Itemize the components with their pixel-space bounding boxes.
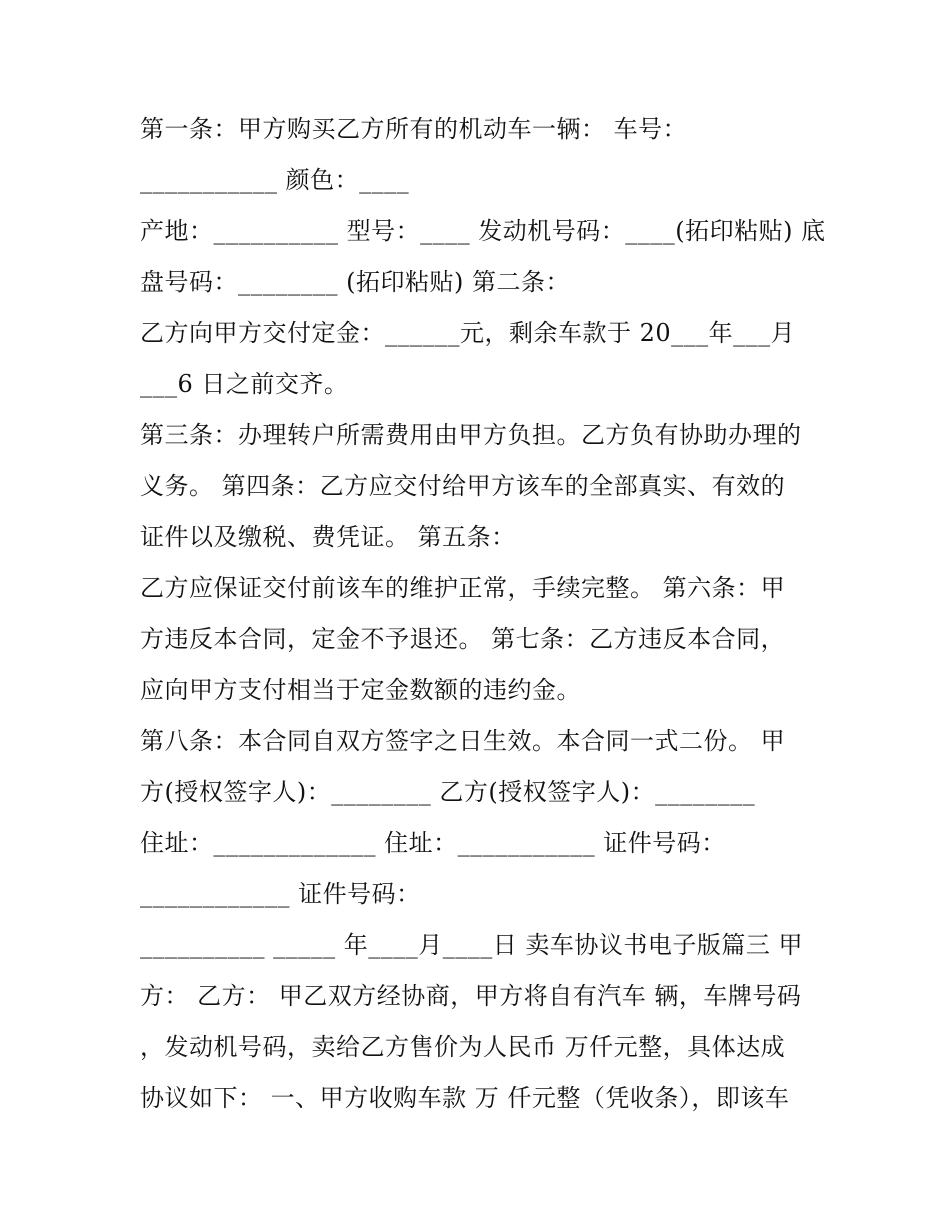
text-line-18: 方： 乙方： 甲乙双方经协商，甲方将自有汽车 辆，车牌号码 — [140, 982, 802, 1010]
text-line-12: 应向甲方支付相当于定金数额的违约金。 — [140, 676, 581, 704]
text-line-8: 义务。 第四条：乙方应交付给甲方该车的全部真实、有效的 — [140, 472, 786, 500]
text-line-17: __________ _____ 年____月____日 卖车协议书电子版篇三 甲 — [140, 931, 804, 959]
text-line-11: 方违反本合同，定金不予退还。 第七条：乙方违反本合同， — [140, 625, 786, 653]
text-line-2: ___________ 颜色：____ — [140, 166, 410, 194]
text-line-20: 协议如下： 一、甲方收购车款 万 仟元整（凭收条），即该车 — [140, 1084, 790, 1112]
text-line-15: 住址：_____________ 住址：___________ 证件号码： — [140, 829, 726, 857]
text-line-6: ___6 日之前交齐。 — [140, 370, 349, 398]
text-line-16: ____________ 证件号码： — [140, 880, 421, 908]
text-line-13: 第八条：本合同自双方签字之日生效。本合同一式二份。 甲 — [140, 727, 786, 755]
document-body — [140, 104, 826, 1124]
text-line-4: 盘号码：________ (拓印粘贴) 第二条： — [140, 268, 570, 296]
text-line-19: ，发动机号码，卖给乙方售价为人民币 万仟元整，具体达成 — [140, 1033, 786, 1061]
text-line-14: 方(授权签字人)：________ 乙方(授权签字人)：________ — [140, 778, 756, 806]
text-line-9: 证件以及缴税、费凭证。 第五条： — [140, 523, 516, 551]
text-line-10: 乙方应保证交付前该车的维护正常，手续完整。 第六条：甲 — [140, 574, 786, 602]
text-line-5: 乙方向甲方交付定金：______元，剩余车款于 20___年___月 — [140, 319, 796, 347]
text-line-7: 第三条：办理转户所需费用由甲方负担。乙方负有协助办理的 — [140, 421, 802, 449]
text-line-3: 产地：__________ 型号：____ 发动机号码：____(拓印粘贴) 底 — [140, 217, 826, 245]
text-line-1: 第一条：甲方购买乙方所有的机动车一辆： 车号： — [140, 115, 688, 143]
